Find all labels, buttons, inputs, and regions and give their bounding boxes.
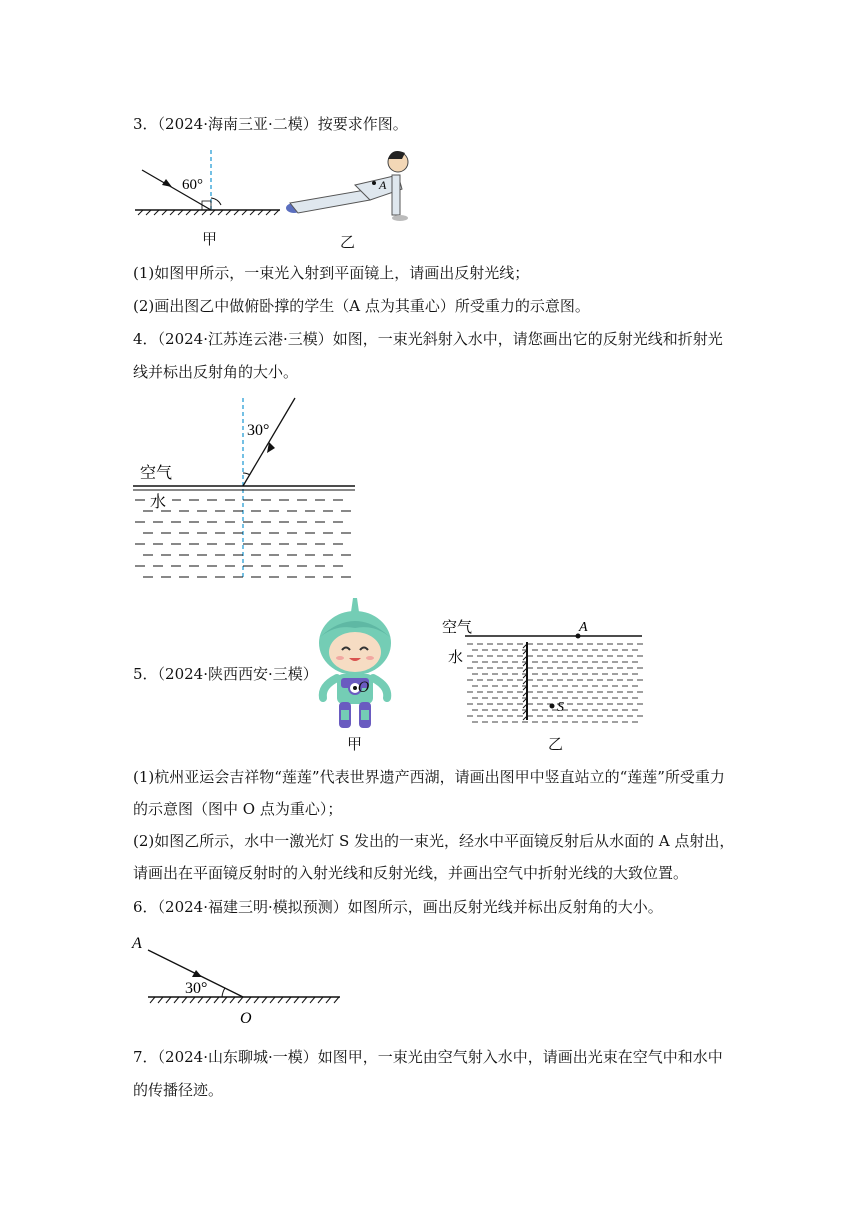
q5-water-dashes bbox=[467, 644, 643, 722]
q6-point-o: O bbox=[240, 1010, 252, 1027]
q5-water-label: 水 bbox=[448, 650, 464, 666]
q3-part2: (2)画出图乙中做俯卧撑的学生（A 点为其重心）所受重力的示意图。 bbox=[133, 297, 590, 315]
q3-angle-arc bbox=[211, 198, 221, 205]
q3-student-figure bbox=[286, 151, 408, 221]
q3-caption-jia: 甲 bbox=[202, 230, 218, 248]
q6-angle-label: 30° bbox=[185, 980, 208, 997]
q5-point-s: S bbox=[557, 700, 564, 715]
q4-figure bbox=[130, 393, 360, 588]
pattern-stroke bbox=[174, 997, 179, 1003]
q5-mascot bbox=[305, 598, 405, 733]
q5-point-a: A bbox=[579, 620, 588, 635]
q7-stem-line2: 的传播径迹。 bbox=[133, 1081, 224, 1099]
pattern-stroke bbox=[214, 997, 219, 1003]
pattern-stroke bbox=[278, 997, 283, 1003]
pattern-stroke bbox=[310, 997, 315, 1003]
pattern-stroke bbox=[302, 997, 307, 1003]
pattern-stroke bbox=[326, 997, 331, 1003]
q7-stem-line1: 7．（2024·山东聊城·一模）如图甲，一束光由空气射入水中，请画出光束在空气中和水中 bbox=[133, 1048, 723, 1066]
q4-angle-arc bbox=[243, 473, 250, 475]
q5-part2-line2: 请画出在平面镜反射时的入射光线和反射光线，并画出空气中折射光线的大致位置。 bbox=[133, 864, 689, 882]
q3-part1: (1)如图甲所示，一束光入射到平面镜上，请画出反射光线； bbox=[133, 264, 530, 282]
q5-part2-line1: (2)如图乙所示，水中一激光灯 S 发出的一束光，经水中平面镜反射后从水面的 A 点射出， bbox=[133, 832, 735, 850]
pattern-stroke bbox=[262, 997, 267, 1003]
q3-diagram bbox=[130, 145, 430, 255]
q6-mirror-hatch bbox=[150, 997, 339, 1003]
q6-angle-arc bbox=[222, 988, 225, 997]
pattern-stroke bbox=[158, 997, 163, 1003]
q6-diagram bbox=[130, 928, 350, 1028]
q6-ray-arrow bbox=[192, 970, 202, 977]
q5-part1-line2: 的示意图（图中 O 点为重心）； bbox=[133, 800, 343, 818]
q5-point-s-dot bbox=[550, 704, 555, 709]
q4-stem-line1: 4．（2024·江苏连云港·三模）如图，一束光斜射入水中，请您画出它的反射光线和折射光 bbox=[133, 330, 723, 348]
pattern-stroke bbox=[318, 997, 323, 1003]
pattern-stroke bbox=[182, 997, 187, 1003]
q5-point-o: O bbox=[358, 680, 370, 696]
pattern-stroke bbox=[270, 997, 275, 1003]
pattern-stroke bbox=[286, 997, 291, 1003]
q4-stem-line2: 线并标出反射角的大小。 bbox=[133, 363, 299, 381]
q5-caption-yi: 乙 bbox=[548, 735, 564, 753]
q5-part1-line1: (1)杭州亚运会吉祥物“莲莲”代表世界遗产西湖，请画出图甲中竖直站立的“莲莲”所受重力 bbox=[133, 768, 725, 786]
q3-point-a: A bbox=[379, 178, 387, 192]
q5-tank bbox=[440, 612, 650, 732]
q3-ray-arrow bbox=[162, 179, 172, 187]
q4-diagram bbox=[130, 393, 360, 588]
pattern-stroke bbox=[294, 997, 299, 1003]
pattern-stroke bbox=[166, 997, 171, 1003]
pattern-stroke bbox=[190, 997, 195, 1003]
pattern-stroke bbox=[238, 997, 243, 1003]
q6-stem: 6．（2024·福建三明·模拟预测）如图所示，画出反射光线并标出反射角的大小。 bbox=[133, 898, 663, 916]
q5-caption-jia: 甲 bbox=[347, 735, 363, 753]
pattern-stroke bbox=[198, 997, 203, 1003]
q4-angle-label: 30° bbox=[247, 422, 270, 439]
q3-figure bbox=[130, 145, 430, 255]
pattern-stroke bbox=[150, 997, 155, 1003]
q6-figure bbox=[130, 928, 350, 1028]
q4-water-label: 水 bbox=[150, 494, 167, 511]
pattern-stroke bbox=[230, 997, 235, 1003]
pattern-stroke bbox=[222, 997, 227, 1003]
q4-air-label: 空气 bbox=[140, 465, 173, 482]
pattern-stroke bbox=[246, 997, 251, 1003]
pattern-stroke bbox=[206, 997, 211, 1003]
pattern-stroke bbox=[254, 997, 259, 1003]
q5-air-label: 空气 bbox=[442, 620, 473, 636]
q5-tank-figure bbox=[440, 612, 650, 732]
pattern-stroke bbox=[334, 997, 339, 1003]
q3-caption-yi: 乙 bbox=[340, 233, 356, 251]
q5-mascot-figure bbox=[305, 598, 405, 733]
q3-angle-label: 60° bbox=[182, 177, 203, 193]
q5-stem: 5．（2024·陕西西安·三模） bbox=[133, 665, 318, 683]
q6-point-a: A bbox=[132, 935, 142, 952]
q3-stem: 3．（2024·海南三亚·二模）按要求作图。 bbox=[133, 115, 408, 133]
